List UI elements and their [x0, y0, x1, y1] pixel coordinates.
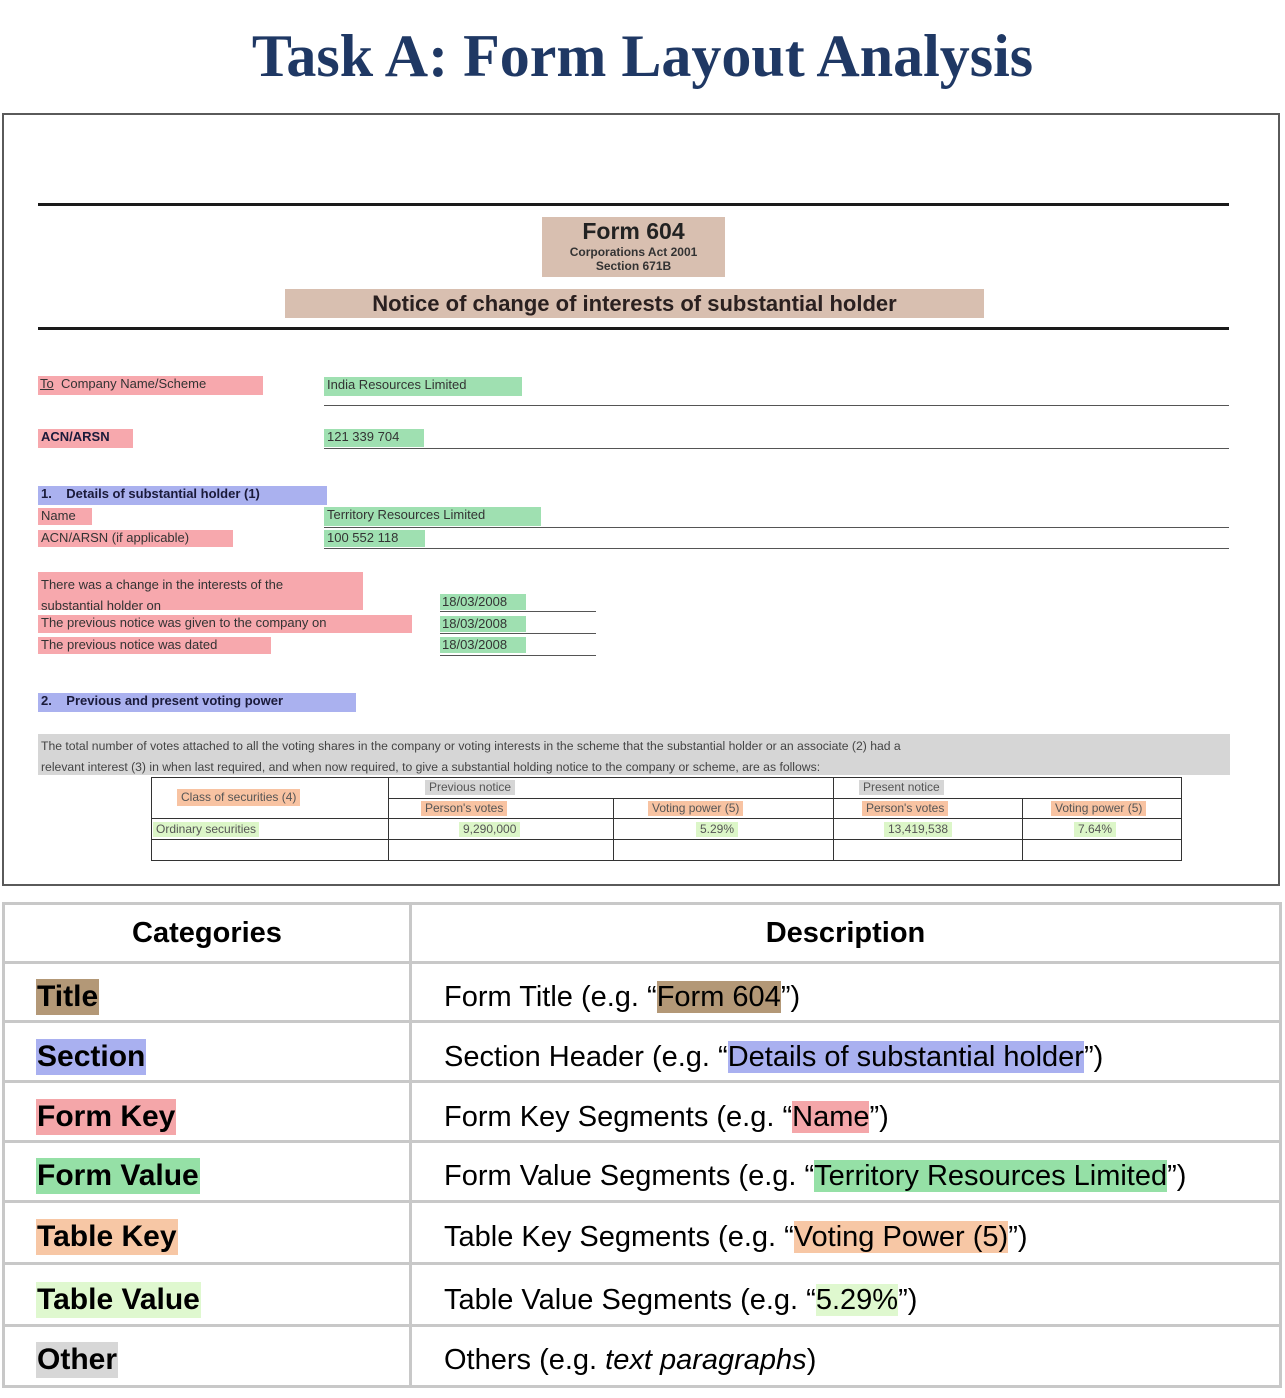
legend-divider-3: [2, 1140, 1282, 1143]
legend-desc-form-value-post: ”): [1167, 1160, 1187, 1192]
prev-power-value: 5.29%: [696, 822, 738, 837]
paragraph-line-2: relevant interest (3) in when last required, and when now required, to give a substantial holding notice to the company or scheme, are as follows:: [41, 760, 821, 774]
legend-desc-form-key-post: ”): [869, 1101, 889, 1133]
form-title: Form 604: [582, 218, 685, 244]
prev-dated-line: [440, 655, 596, 656]
prev-dated-value: 18/03/2008: [440, 637, 526, 653]
legend-divider-5: [2, 1262, 1282, 1265]
acn2-line: [324, 548, 1229, 549]
prev-votes-value: 9,290,000: [459, 822, 520, 837]
notice-title: Notice of change of interests of substantial holder: [285, 289, 984, 318]
legend-category-form-key: Form Key: [37, 1100, 176, 1133]
row-divider: [151, 839, 1182, 840]
section-1-number: 1.: [41, 486, 52, 501]
form-subtitle-act: Corporations Act 2001: [569, 245, 698, 259]
legend-example-section: Details of substantial holder: [727, 1041, 1084, 1073]
legend-desc-table-key-pre: Table Key Segments (e.g. “: [444, 1221, 794, 1253]
legend-desc-other-post: ): [806, 1344, 817, 1376]
company-label: Company Name/Scheme: [60, 376, 207, 391]
category-legend-table: [2, 902, 1282, 1388]
legend-divider-0: [2, 961, 1282, 964]
legend-category-title: Title: [37, 980, 99, 1013]
prev-dated-key: The previous notice was dated: [38, 637, 271, 654]
change-key-line-1: There was a change in the interests of the: [41, 577, 284, 592]
change-value: 18/03/2008: [440, 594, 526, 610]
legend-desc-other: [444, 1342, 816, 1378]
prev-given-line: [440, 633, 596, 634]
acn2-key: ACN/ARSN (if applicable): [38, 530, 233, 547]
legend-desc-section-post: ”): [1083, 1041, 1104, 1073]
form-subtitle-section: Section 671B: [595, 259, 672, 273]
acn2-value: 100 552 118: [324, 530, 425, 547]
form-title-block: [542, 217, 725, 277]
legend-category-table-key: Table Key: [37, 1220, 177, 1253]
previous-notice-label: Previous notice: [425, 780, 515, 795]
prev-given-key: The previous notice was given to the company on: [38, 615, 412, 633]
header-bottom-rule: [38, 327, 1229, 330]
page-heading: Task A: Form Layout Analysis: [251, 23, 1034, 89]
legend-category-table-value: Table Value: [37, 1283, 200, 1316]
legend-category-section: Section: [37, 1040, 146, 1073]
legend-desc-table-key-post: ”): [1008, 1221, 1028, 1253]
legend-desc-title-pre: Form Title (e.g. “: [444, 981, 657, 1013]
section-2-title: Previous and present voting power: [66, 693, 284, 708]
acn-line: [324, 448, 1229, 449]
legend-desc-section-pre: Section Header (e.g. “: [444, 1041, 728, 1073]
legend-example-form-key: Name: [792, 1101, 870, 1133]
legend-desc-title: [444, 979, 800, 1015]
present-notice-label: Present notice: [859, 780, 944, 795]
pres-voting-power-label: Voting power (5): [1051, 801, 1146, 816]
legend-example-title: Form 604: [656, 981, 781, 1013]
class-header-label: Class of securities (4): [177, 789, 300, 806]
legend-desc-form-key: [444, 1099, 889, 1135]
voting-power-table: [151, 777, 1182, 861]
change-line: [440, 611, 596, 612]
prev-persons-votes-label: Person's votes: [421, 801, 507, 816]
legend-divider-1: [2, 1020, 1282, 1023]
to-company-key: [38, 376, 263, 395]
legend-desc-form-value-pre: Form Value Segments (e.g. “: [444, 1160, 815, 1192]
legend-category-form-value: Form Value: [37, 1159, 199, 1192]
acn-value: 121 339 704: [324, 429, 424, 447]
section-2-number: 2.: [41, 693, 52, 708]
legend-desc-title-post: ”): [780, 981, 801, 1013]
legend-divider-2: [2, 1080, 1282, 1083]
section-1-title: Details of substantial holder (1): [66, 486, 260, 501]
voting-paragraph: [38, 734, 1230, 775]
change-key-line-2: substantial holder on: [41, 598, 161, 613]
legend-border-right: [1279, 902, 1282, 1388]
legend-desc-section: [444, 1039, 1103, 1075]
company-value: India Resources Limited: [324, 377, 522, 396]
legend-divider-4: [2, 1200, 1282, 1203]
section-1-header: [38, 486, 327, 505]
change-key: [38, 572, 363, 613]
top-rule: [38, 203, 1229, 206]
row-class-value: Ordinary securities: [153, 822, 259, 837]
legend-desc-form-key-pre: Form Key Segments (e.g. “: [444, 1101, 793, 1133]
pres-persons-votes-label: Person's votes: [862, 801, 948, 816]
legend-desc-form-value: [444, 1158, 1186, 1194]
legend-desc-table-value-post: ”): [898, 1284, 918, 1316]
pres-power-value: 7.64%: [1074, 822, 1116, 837]
legend-header-description: Description: [765, 916, 926, 949]
legend-example-table-value: 5.29%: [815, 1284, 899, 1316]
legend-example-table-key: Voting Power (5): [793, 1221, 1009, 1253]
legend-border-left: [2, 902, 5, 1388]
legend-border-bottom: [2, 1385, 1282, 1388]
legend-header-categories: Categories: [132, 916, 282, 949]
legend-desc-table-value: [444, 1282, 917, 1318]
acn-key: ACN/ARSN: [38, 429, 133, 448]
company-line: [324, 405, 1229, 406]
name-key: Name: [38, 508, 92, 525]
section-2-header: [38, 693, 356, 712]
legend-divider-6: [2, 1324, 1282, 1327]
legend-column-divider: [409, 902, 412, 1388]
pres-votes-value: 13,419,538: [884, 822, 952, 837]
legend-desc-table-key: [444, 1219, 1028, 1255]
name-value: Territory Resources Limited: [324, 507, 541, 526]
paragraph-line-1: The total number of votes attached to all the voting shares in the company or voting interests in the scheme that the substantial holder or an associate (2) had a: [41, 739, 901, 753]
name-line: [324, 527, 1229, 528]
prev-given-value: 18/03/2008: [440, 616, 526, 632]
legend-category-other: Other: [37, 1343, 118, 1376]
prev-voting-power-label: Voting power (5): [648, 801, 743, 816]
legend-example-other: text paragraphs: [605, 1344, 807, 1376]
legend-desc-other-pre: Others (e.g.: [444, 1344, 606, 1376]
legend-example-form-value: Territory Resources Limited: [814, 1160, 1168, 1192]
to-label: To: [40, 376, 54, 391]
legend-desc-table-value-pre: Table Value Segments (e.g. “: [444, 1284, 816, 1316]
